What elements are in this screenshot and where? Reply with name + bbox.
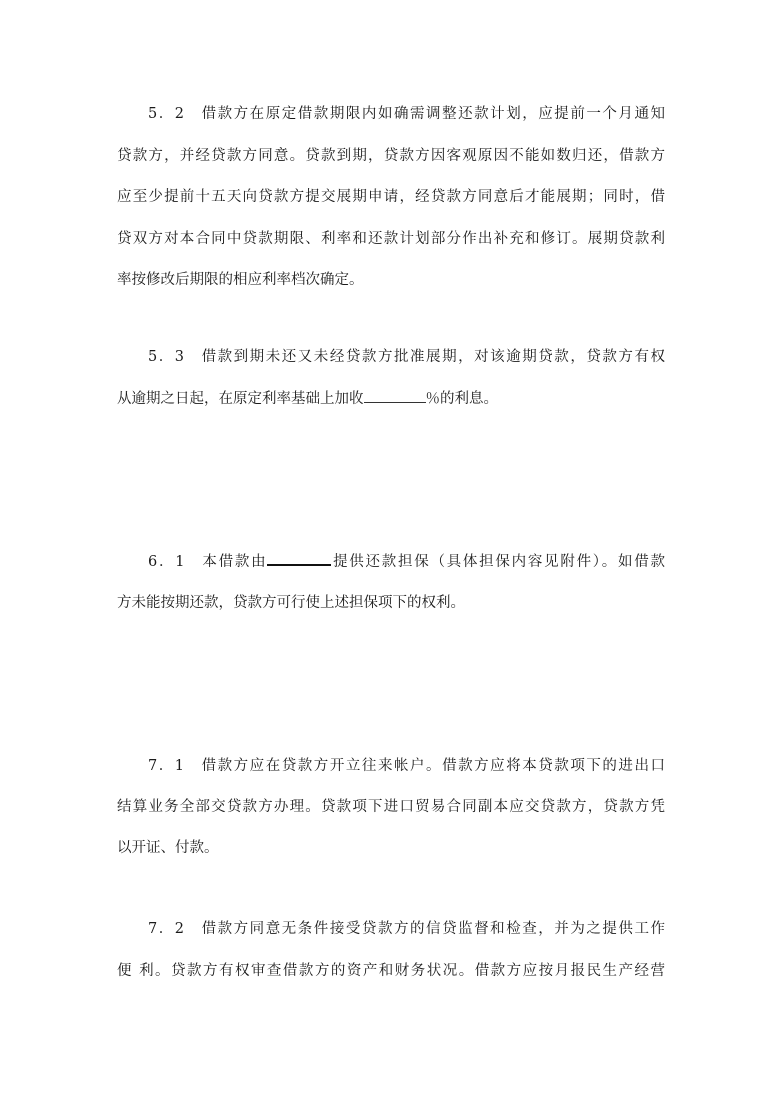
clause-5-3-text-after-blank: ％的利息。 bbox=[425, 391, 498, 407]
clause-7-1-line-3: 以开证、付款。 bbox=[117, 840, 219, 856]
clause-7-2-line-2: 便 利。贷款方有权审查借款方的资产和财务状况。借款方应按月报民生产经营 bbox=[117, 963, 665, 979]
clause-6-1-text-after-blank: 提供还款担保（具体担保内容见附件）。如借款 bbox=[331, 554, 665, 570]
clause-5-2-line-1: 5．2 借款方在原定借款期限内如确需调整还款计划，应提前一个月通知 bbox=[148, 106, 665, 122]
clause-6-1-line-1 bbox=[148, 552, 665, 572]
clause-7-1-line-1: 7．1 借款方应在贷款方开立往来帐户。借款方应将本贷款项下的进出口 bbox=[148, 758, 665, 774]
clause-5-3-line-2 bbox=[117, 389, 665, 409]
clause-5-2-line-5: 率按修改后期限的相应利率档次确定。 bbox=[117, 272, 364, 288]
clause-5-3-text-before-blank: 从逾期之日起，在原定利率基础上加收 bbox=[117, 391, 364, 407]
interest-rate-blank bbox=[364, 390, 426, 403]
clause-5-2-line-4: 贷双方对本合同中贷款期限、利率和还款计划部分作出补充和修订。展期贷款利 bbox=[117, 231, 665, 247]
guarantor-blank bbox=[267, 552, 331, 566]
clause-5-3-line-1: 5．3 借款到期未还又未经贷款方批准展期，对该逾期贷款，贷款方有权 bbox=[148, 349, 665, 365]
clause-7-1-line-2: 结算业务全部交贷款方办理。贷款项下进口贸易合同副本应交贷款方，贷款方凭 bbox=[117, 799, 665, 815]
clause-6-1-line-2: 方未能按期还款，贷款方可行使上述担保项下的权利。 bbox=[117, 595, 465, 611]
clause-7-2-line-1: 7．2 借款方同意无条件接受贷款方的信贷监督和检查，并为之提供工作 bbox=[148, 921, 665, 937]
clause-5-2-line-3: 应至少提前十五天向贷款方提交展期申请，经贷款方同意后才能展期；同时，借 bbox=[117, 189, 665, 205]
clause-5-2-line-2: 贷款方，并经贷款方同意。贷款到期，贷款方因客观原因不能如数归还，借款方 bbox=[117, 148, 665, 164]
clause-6-1-text-before-blank: 6．1 本借款由 bbox=[148, 554, 268, 570]
